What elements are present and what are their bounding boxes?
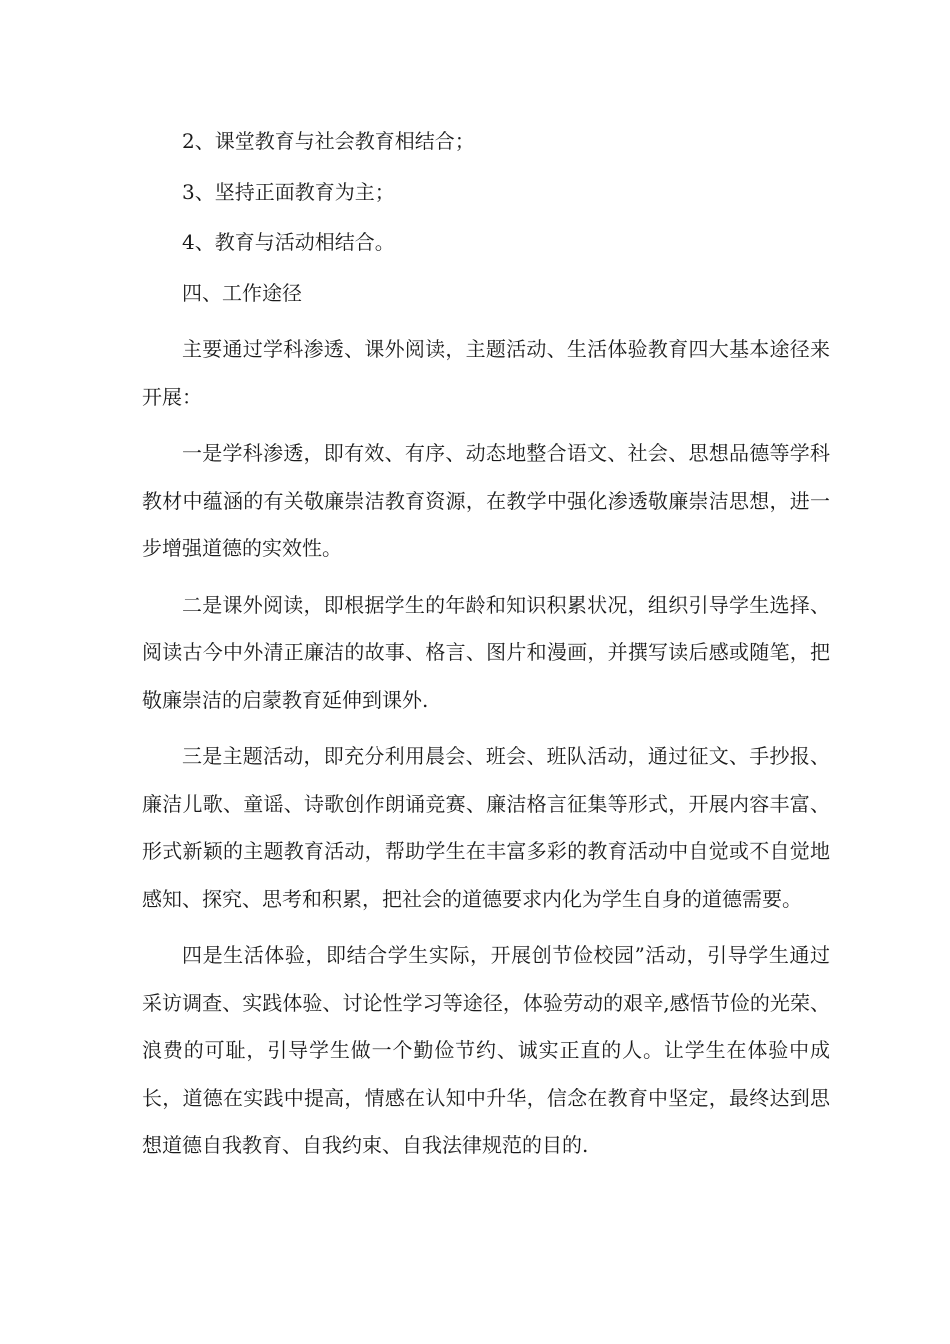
paragraph-intro: 主要通过学科渗透、课外阅读，主题活动、生活体验教育四大基本途径来开展： xyxy=(142,337,830,409)
list-item-3: 3、坚持正面教育为主； xyxy=(182,179,395,204)
document-body xyxy=(142,118,830,1170)
list-item-4: 4、教育与活动相结合。 xyxy=(182,230,395,254)
section-heading: 四、工作途径 xyxy=(182,280,302,305)
paragraph-life-experience: 四是生活体验，即结合学生实际，开展创节俭校园”活动，引导学生通过采访调查、实践体验、讨论性学习等途径，体验劳动的艰辛,感悟节俭的光荣、浪费的可耻，引导学生做一个勤俭节约、诚实正直的人。让学生在体验中成长，道德在实践中提高，情感在认知中升华，信念在教育中坚定，最终达到思想道德自我教育、自我约束、自我法律规范的目的. xyxy=(142,943,830,1157)
list-item-2: 2、课堂教育与社会教育相结合； xyxy=(182,129,475,153)
paragraph-theme-activities: 三是主题活动，即充分利用晨会、班会、班队活动，通过征文、手抄报、廉洁儿歌、童谣、诗歌创作朗诵竞赛、廉洁格言征集等形式，开展内容丰富、形式新颖的主题教育活动，帮助学生在丰富多彩的教育活动中自觉或不自觉地感知、探究、思考和积累，把社会的道德要求内化为学生自身的道德需要。 xyxy=(142,744,830,911)
paragraph-extracurricular-reading: 二是课外阅读，即根据学生的年龄和知识积累状况，组织引导学生选择、阅读古今中外清正廉洁的故事、格言、图片和漫画，并撰写读后感或随笔，把敬廉崇洁的启蒙教育延伸到课外. xyxy=(142,592,830,712)
paragraph-subject-penetration: 一是学科渗透，即有效、有序、动态地整合语文、社会、思想品德等学科教材中蕴涵的有关敬廉崇洁教育资源，在教学中强化渗透敬廉崇洁思想，进一步增强道德的实效性。 xyxy=(142,441,830,560)
